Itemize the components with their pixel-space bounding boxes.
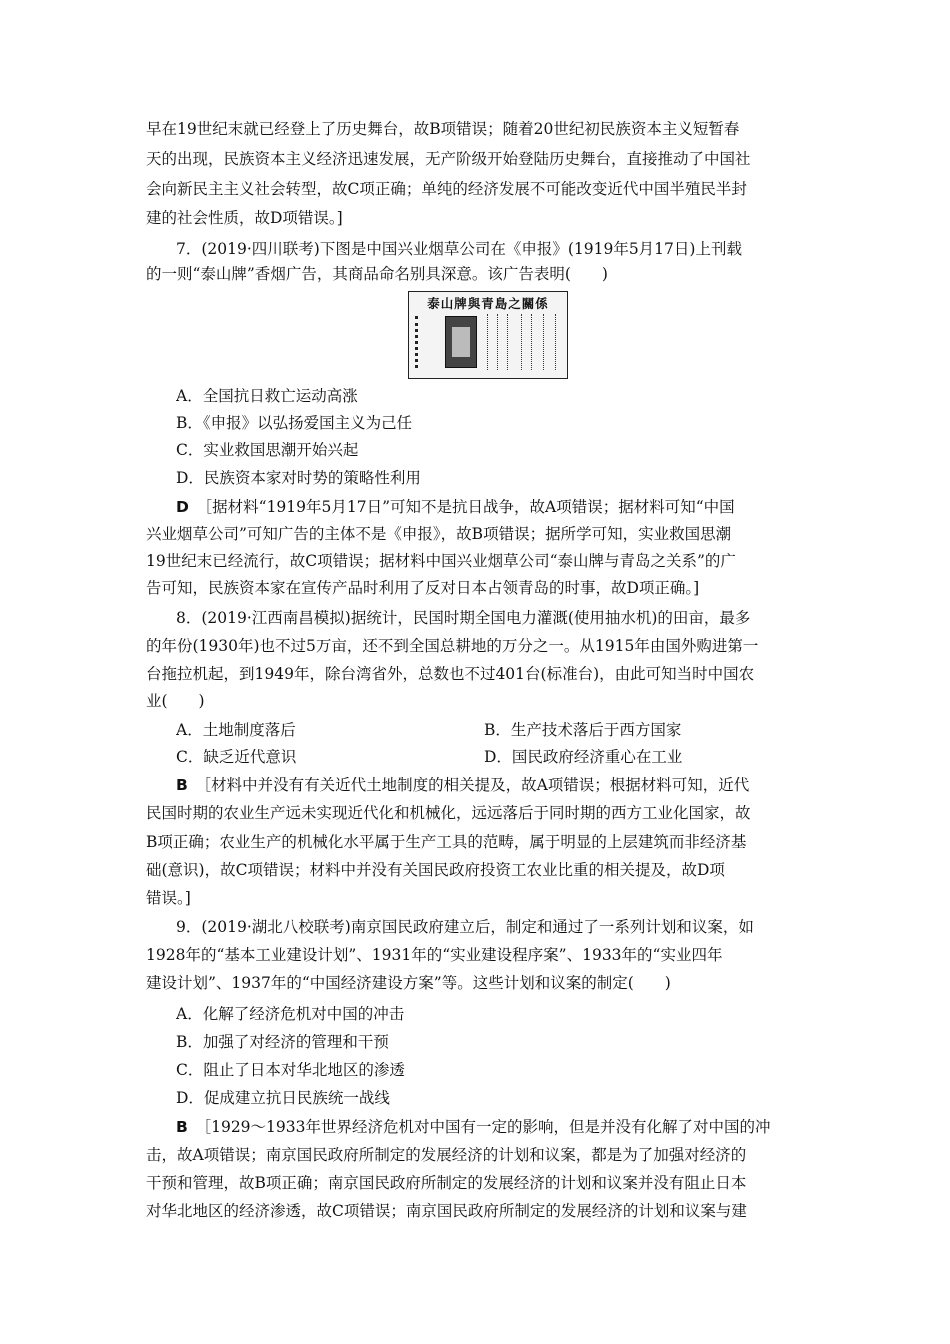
option-c: C．阻止了日本对华北地区的渗透 [176, 1061, 405, 1079]
ad-text-column [497, 314, 499, 370]
question-9-stem: 建设计划”、1937年的“中国经济建设方案”等。这些计划和议案的制定( ) [146, 974, 671, 992]
explanation-line: 干预和管理，故B项正确；南京国民政府所制定的发展经济的计划和议案并没有阻止日本 [146, 1174, 747, 1192]
text-line: 会向新民主主义社会转型，故C项正确；单纯的经济发展不可能改变近代中国半殖民半封 [146, 180, 747, 198]
option-c: C．缺乏近代意识 [176, 748, 297, 766]
answer-letter: B [176, 776, 188, 794]
ad-text-column [521, 314, 523, 370]
option-a: A．化解了经济危机对中国的冲击 [176, 1005, 405, 1023]
option-d: D．国民政府经济重心在工业 [484, 748, 683, 766]
text-line: 天的出现，民族资本主义经济迅速发展，无产阶级开始登陆历史舞台，直接推动了中国社 [146, 150, 751, 168]
option-b: B．《申报》以弘扬爱国主义为己任 [176, 414, 413, 432]
ad-title: 泰山牌與青島之關係 [427, 296, 549, 311]
ad-text-column [555, 314, 557, 370]
explanation-line: 民国时期的农业生产远未实现近代化和机械化，远远落后于同时期的西方工业化国家，故 [146, 804, 751, 822]
option-d: D．民族资本家对时势的策略性利用 [176, 469, 421, 487]
question-8-stem: 业( ) [146, 692, 205, 710]
explanation-line: B ［材料中并没有有关近代土地制度的相关提及，故A项错误；根据材料可知，近代 [176, 776, 750, 794]
ad-text-column [531, 314, 533, 370]
text-line: 建的社会性质，故D项错误。] [146, 209, 343, 227]
question-8-stem: 台拖拉机起，到1949年，除台湾省外，总数也不过401台(标准台)，由此可知当时中国农 [146, 665, 755, 683]
option-d: D．促成建立抗日民族统一战线 [176, 1089, 390, 1107]
question-9-stem: 1928年的“基本工业建设计划”、1931年的“实业建设程序案”、1933年的“实业四年 [146, 946, 723, 964]
answer-letter: B [176, 1118, 188, 1136]
question-9-stem: 9．(2019·湖北八校联考)南京国民政府建立后，制定和通过了一系列计划和议案，如 [176, 918, 754, 936]
ad-text-column [507, 314, 509, 370]
cigarette-pack-icon [445, 316, 477, 368]
option-b: B．加强了对经济的管理和干预 [176, 1033, 389, 1051]
explanation-line: 19世纪末已经流行，故C项错误；据材料中国兴业烟草公司“泰山牌与青岛之关系”的广 [146, 552, 736, 570]
explanation-line: 兴业烟草公司”可知广告的主体不是《申报》，故B项错误；据所学可知，实业救国思潮 [146, 525, 732, 543]
question-7-stem: 的一则“泰山牌”香烟广告，其商品命名别具深意。该广告表明( ) [146, 265, 608, 283]
text-line: 早在19世纪末就已经登上了历史舞台，故B项错误；随着20世纪初民族资本主义短暂春 [146, 120, 740, 138]
question-8-stem: 8．(2019·江西南昌模拟)据统计，民国时期全国电力灌溉(使用抽水机)的田亩，最多 [176, 609, 751, 627]
cigarette-advertisement-image [408, 291, 568, 379]
explanation-line: 对华北地区的经济渗透，故C项错误；南京国民政府所制定的发展经济的计划和议案与建 [146, 1202, 747, 1220]
option-b: B．生产技术落后于西方国家 [484, 721, 682, 739]
explanation-line: 告可知，民族资本家在宣传产品时利用了反对日本占领青岛的时事，故D项正确。] [146, 579, 700, 597]
question-7-stem: 7．(2019·四川联考)下图是中国兴业烟草公司在《申报》(1919年5月17日)上刊载 [176, 240, 742, 258]
explanation-line: 击，故A项错误；南京国民政府所制定的发展经济的计划和议案，都是为了加强对经济的 [146, 1146, 747, 1164]
ad-text-column [543, 314, 545, 370]
explanation-line: B ［1929～1933年世界经济危机对中国有一定的影响，但是并没有化解了对中国的冲 [176, 1118, 771, 1136]
ad-vertical-text-left [415, 316, 426, 368]
explanation-line: 础(意识)，故C项错误；材料中并没有关国民政府投资工农业比重的相关提及，故D项 [146, 861, 725, 879]
explanation-line: D ［据材料“1919年5月17日”可知不是抗日战争，故A项错误；据材料可知“中国 [176, 498, 735, 516]
explanation-line: B项正确；农业生产的机械化水平属于生产工具的范畴，属于明显的上层建筑而非经济基 [146, 833, 747, 851]
explanation-line: 错误。] [146, 889, 191, 907]
question-8-stem: 的年份(1930年)也不过5万亩，还不到全国总耕地的万分之一。从1915年由国外购进第一 [146, 637, 759, 655]
option-c: C．实业救国思潮开始兴起 [176, 441, 359, 459]
answer-letter: D [176, 498, 189, 516]
option-a: A．全国抗日救亡运动高涨 [176, 387, 358, 405]
ad-text-column [487, 314, 489, 370]
option-a: A．土地制度落后 [176, 721, 296, 739]
